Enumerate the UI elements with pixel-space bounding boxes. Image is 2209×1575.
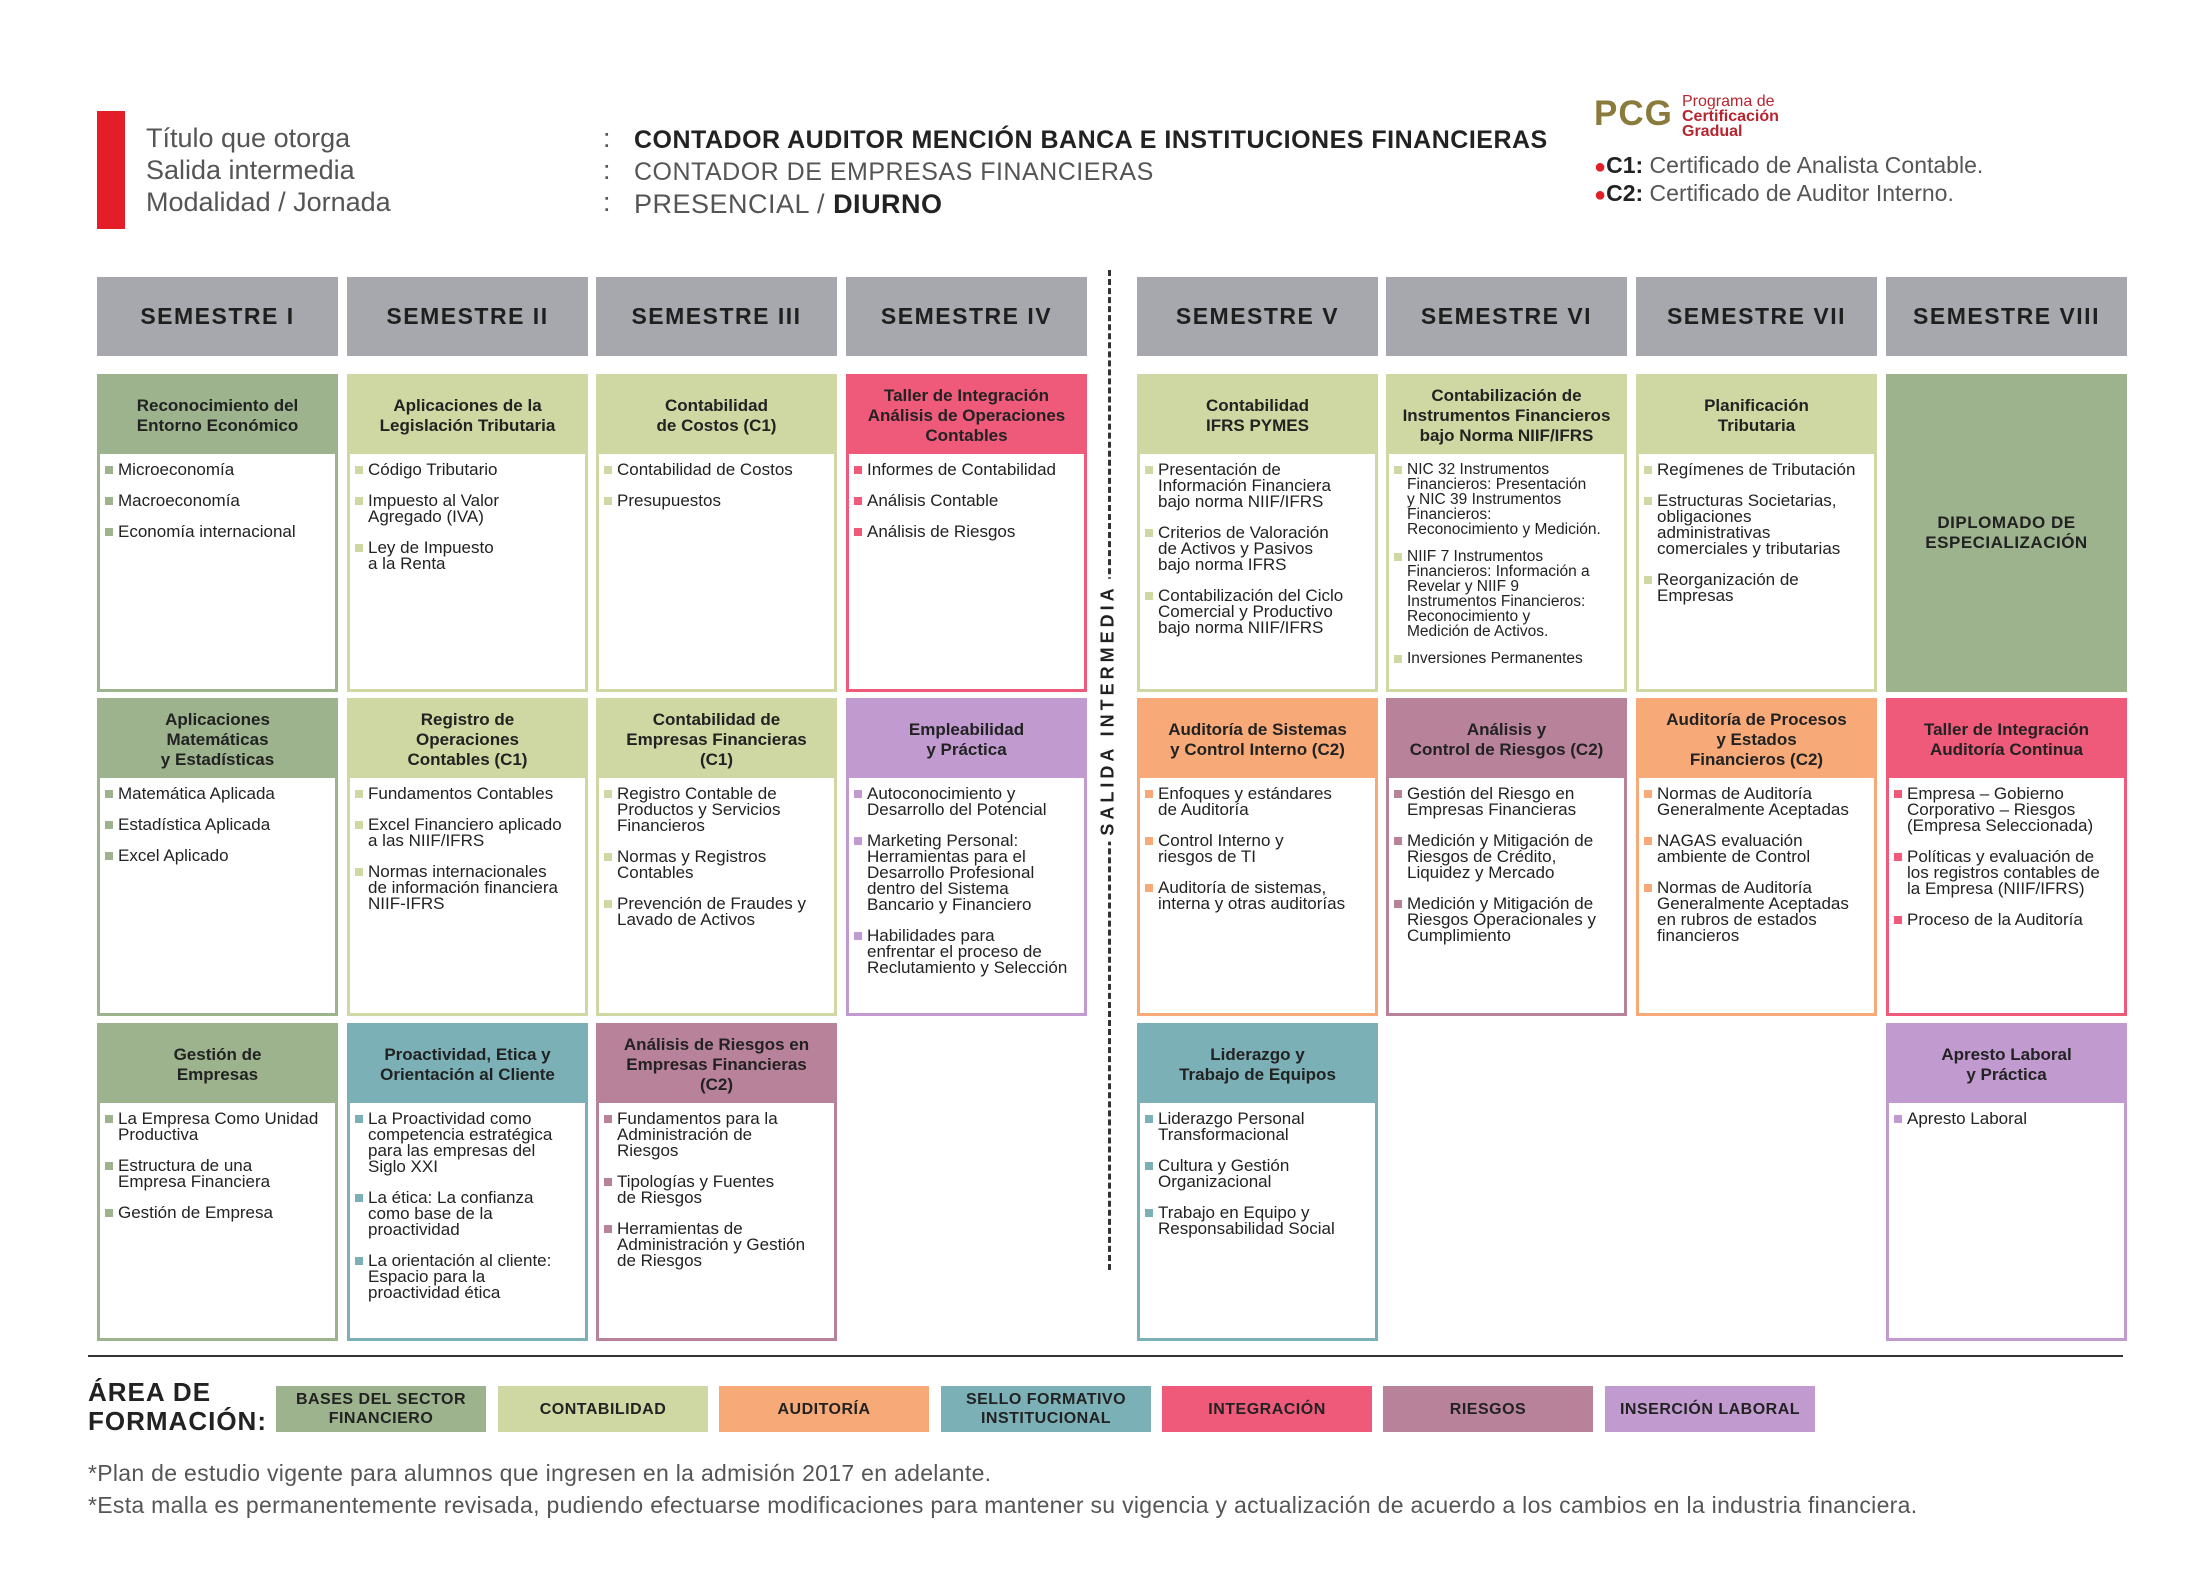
course-card [1137, 374, 1378, 692]
course-topic [105, 848, 329, 864]
course-topic [1394, 896, 1618, 944]
course-card [596, 374, 837, 692]
course-topic [1644, 462, 1868, 478]
course-topic [1644, 880, 1868, 944]
course-topic-text: Habilidades para enfrentar el proceso de Reclutamiento y Selección [867, 926, 1068, 977]
course-topic-text: Enfoques y estándares de Auditoría [1158, 784, 1332, 819]
colon: : [603, 123, 611, 153]
course-topics [100, 462, 335, 540]
course-card [1137, 698, 1378, 1016]
course-topic [604, 1111, 828, 1159]
course-topic-text: Código Tributario [368, 460, 498, 479]
course-topic-text: La Empresa Como Unidad Productiva [118, 1109, 319, 1144]
course-card [1386, 698, 1627, 1016]
course-topics [350, 786, 585, 912]
course-card [347, 1023, 588, 1341]
colon: : [603, 187, 611, 217]
semester-header: SEMESTRE I [97, 277, 338, 356]
semester-header: SEMESTRE III [596, 277, 837, 356]
course-card [97, 1023, 338, 1341]
course-topic-text: Impuesto al Valor Agregado (IVA) [368, 491, 500, 526]
course-title: Reconocimiento del Entorno Económico [100, 377, 335, 454]
semester-header: SEMESTRE VIII [1886, 277, 2127, 356]
course-title: Registro de Operaciones Contables (C1) [350, 701, 585, 778]
course-topic [1894, 1111, 2118, 1127]
course-topic-text: Informes de Contabilidad [867, 460, 1057, 479]
value-titulo: CONTADOR AUDITOR MENCIÓN BANCA E INSTITUCIONES FINANCIERAS [634, 126, 1548, 154]
course-topic-text: Microeconomía [118, 460, 235, 479]
course-topic-text: Herramientas de Administración y Gestión de Riesgos [617, 1219, 806, 1270]
course-topic-text: Presupuestos [617, 491, 721, 510]
course-topic [1145, 1111, 1369, 1143]
header-accent-bar [97, 111, 125, 229]
course-topic [1145, 462, 1369, 510]
course-card [1636, 698, 1877, 1016]
course-topic-text: Medición y Mitigación de Riesgos de Crédito, Liquidez y Mercado [1407, 831, 1594, 882]
course-topic-text: NIC 32 Instrumentos Financieros: Presentación y NIC 39 Instrumentos Financieros: Reconocimiento y Medición. [1407, 461, 1601, 538]
legend-item: AUDITORÍA [719, 1386, 929, 1432]
course-topic [604, 462, 828, 478]
course-topic [1145, 786, 1369, 818]
course-card [596, 1023, 837, 1341]
course-title: Análisis y Control de Riesgos (C2) [1389, 701, 1624, 778]
course-topic-text: Estructura de una Empresa Financiera [118, 1156, 271, 1191]
course-topic [355, 1111, 579, 1175]
course-topic-text: Macroeconomía [118, 491, 240, 510]
course-topic [1145, 833, 1369, 865]
course-topic [854, 462, 1078, 478]
course-card [347, 698, 588, 1016]
course-topic [105, 1205, 329, 1221]
semester-header: SEMESTRE V [1137, 277, 1378, 356]
footnote: *Plan de estudio vigente para alumnos que ingresen en la admisión 2017 en adelante. [88, 1460, 992, 1486]
course-topics [1639, 786, 1874, 944]
course-topic-text: Excel Aplicado [118, 846, 229, 865]
course-topic [105, 1158, 329, 1190]
course-topic-text: Ley de Impuesto a la Renta [368, 538, 494, 573]
course-topic-text: Medición y Mitigación de Riesgos Operacionales y Cumplimiento [1407, 894, 1596, 945]
semester-header: SEMESTRE II [347, 277, 588, 356]
course-topic-text: Liderazgo Personal Transformacional [1158, 1109, 1305, 1144]
value-salida: CONTADOR DE EMPRESAS FINANCIERAS [634, 158, 1154, 186]
pcg-subtitle: Programa de Certificación Gradual [1682, 93, 1779, 140]
course-topic-text: Reorganización de Empresas [1657, 570, 1799, 605]
course-card [1137, 1023, 1378, 1341]
course-topic [355, 1190, 579, 1238]
course-title: Auditoría de Sistemas y Control Interno (C2) [1140, 701, 1375, 778]
course-topics [1889, 786, 2124, 928]
course-title: Aplicaciones Matemáticas y Estadísticas [100, 701, 335, 778]
course-topic [355, 1253, 579, 1301]
course-topic [1894, 849, 2118, 897]
course-title: Contabilidad de Costos (C1) [599, 377, 834, 454]
course-topic-text: Gestión de Empresa [118, 1203, 273, 1222]
course-topic [604, 786, 828, 834]
course-topic [1145, 1158, 1369, 1190]
course-topic-text: Normas y Registros Contables [617, 847, 767, 882]
footnote: *Esta malla es permanentemente revisada, pudiendo efectuarse modificaciones para mantener su vigencia y actualización de acuerdo a los cambios en la industria financiera. [88, 1492, 1918, 1518]
course-topic [1394, 462, 1618, 537]
course-topic-text: Estadística Aplicada [118, 815, 271, 834]
course-topic [854, 786, 1078, 818]
course-topic-text: Marketing Personal: Herramientas para el Desarrollo Profesional dentro del Sistema Bancario y Financiero [867, 831, 1035, 914]
course-topic-text: Cultura y Gestión Organizacional [1158, 1156, 1290, 1191]
legend-item: CONTABILIDAD [498, 1386, 708, 1432]
course-card [846, 374, 1087, 692]
label-modalidad: Modalidad / Jornada [146, 187, 391, 217]
cert-c1: ●C1: Certificado de Analista Contable. [1594, 152, 1984, 178]
course-title: Apresto Laboral y Práctica [1889, 1026, 2124, 1103]
course-topic [105, 1111, 329, 1143]
course-topics [599, 462, 834, 509]
course-topic [854, 493, 1078, 509]
course-topics [1140, 786, 1375, 912]
course-topic [105, 817, 329, 833]
course-topic-text: Análisis Contable [867, 491, 999, 510]
course-title: Taller de Integración Auditoría Continua [1889, 701, 2124, 778]
course-topics [1389, 786, 1624, 944]
course-topic-text: Proceso de la Auditoría [1907, 910, 2083, 929]
legend-item: INSERCIÓN LABORAL [1605, 1386, 1815, 1432]
course-topic-text: La ética: La confianza como base de la proactividad [368, 1188, 534, 1239]
course-topic [604, 1174, 828, 1206]
course-topic-text: NIIF 7 Instrumentos Financieros: Información a Revelar y NIIF 9 Instrumentos Financieros: Reconocimiento y Medición de Activos. [1407, 548, 1590, 640]
course-topic [355, 817, 579, 849]
course-topic-text: Estructuras Societarias, obligaciones administrativas comerciales y tributarias [1657, 491, 1841, 558]
course-title: Auditoría de Procesos y Estados Financieros (C2) [1639, 701, 1874, 778]
course-topic [1394, 786, 1618, 818]
course-topic [604, 896, 828, 928]
course-topic [1145, 588, 1369, 636]
course-topics [100, 1111, 335, 1221]
course-topic-text: Excel Financiero aplicado a las NIIF/IFRS [368, 815, 562, 850]
semester-header: SEMESTRE IV [846, 277, 1087, 356]
course-topic-text: Fundamentos Contables [368, 784, 554, 803]
course-topics [1140, 462, 1375, 636]
course-topic [355, 462, 579, 478]
course-topic-text: Auditoría de sistemas, interna y otras auditorías [1158, 878, 1346, 913]
course-card [97, 698, 338, 1016]
course-title: Contabilización de Instrumentos Financieros bajo Norma NIIF/IFRS [1389, 377, 1624, 454]
course-card [1386, 374, 1627, 692]
course-topic-text: Autoconocimiento y Desarrollo del Potencial [867, 784, 1047, 819]
course-topic-text: Control Interno y riesgos de TI [1158, 831, 1284, 866]
legend-divider [88, 1355, 2123, 1357]
legend-label: ÁREA DE FORMACIÓN: [88, 1377, 267, 1436]
course-topic-text: Tipologías y Fuentes de Riesgos [617, 1172, 775, 1207]
course-title: Empleabilidad y Práctica [849, 701, 1084, 778]
course-topic-text: Inversiones Permanentes [1407, 650, 1583, 667]
course-topic-text: Políticas y evaluación de los registros contables de la Empresa (NIIF/IFRS) [1907, 847, 2100, 898]
course-topic-text: Trabajo en Equipo y Responsabilidad Social [1158, 1203, 1335, 1238]
course-topic-text: Apresto Laboral [1907, 1109, 2028, 1128]
course-topic-text: La Proactividad como competencia estratégica para las empresas del Siglo XXI [368, 1109, 553, 1176]
legend-item: INTEGRACIÓN [1162, 1386, 1372, 1432]
course-topic-text: Matemática Aplicada [118, 784, 275, 803]
course-topic-text: Normas de Auditoría Generalmente Aceptadas [1657, 784, 1849, 819]
course-topic [1644, 572, 1868, 604]
course-topics [350, 462, 585, 572]
course-topic [604, 1221, 828, 1269]
course-topics [599, 786, 834, 928]
course-topic [1394, 833, 1618, 881]
course-topic-text: Contabilidad de Costos [617, 460, 793, 479]
course-card [846, 698, 1087, 1016]
course-topic [355, 540, 579, 572]
course-topic [854, 833, 1078, 913]
course-topic [1145, 880, 1369, 912]
course-topics [1140, 1111, 1375, 1237]
course-topic-text: NAGAS evaluación ambiente de Control [1657, 831, 1811, 866]
course-card [347, 374, 588, 692]
course-topic [1145, 1205, 1369, 1237]
course-topic-text: Contabilización del Ciclo Comercial y Productivo bajo norma NIIF/IFRS [1158, 586, 1344, 637]
salida-intermedia-label: SALIDA INTERMEDIA [1078, 560, 1138, 860]
course-topics [849, 462, 1084, 540]
course-topic [854, 928, 1078, 976]
course-topic [105, 786, 329, 802]
course-topic [105, 524, 329, 540]
course-title: Taller de Integración Análisis de Operaciones Contables [849, 377, 1084, 454]
course-topic-text: Gestión del Riesgo en Empresas Financieras [1407, 784, 1577, 819]
course-topic [1644, 493, 1868, 557]
course-topic-text: Empresa – Gobierno Corporativo – Riesgos (Empresa Seleccionada) [1907, 784, 2094, 835]
colon: : [603, 155, 611, 185]
course-card [97, 374, 338, 692]
course-topic [604, 849, 828, 881]
semester-header: SEMESTRE VII [1636, 277, 1877, 356]
course-title: Contabilidad IFRS PYMES [1140, 377, 1375, 454]
course-topic [1145, 525, 1369, 573]
course-topic-text: Registro Contable de Productos y Servicios Financieros [617, 784, 781, 835]
course-topics [849, 786, 1084, 976]
pcg-logo: PCG [1594, 94, 1673, 133]
course-topic [1644, 786, 1868, 818]
course-title: Gestión de Empresas [100, 1026, 335, 1103]
course-topic-text: Regímenes de Tributación [1657, 460, 1856, 479]
course-topic [1644, 833, 1868, 865]
course-topic [1394, 549, 1618, 639]
course-topics [1889, 1111, 2124, 1127]
course-topic-text: La orientación al cliente: Espacio para la proactividad ética [368, 1251, 552, 1302]
course-topics [100, 786, 335, 864]
value-modalidad: PRESENCIAL / DIURNO [634, 189, 943, 219]
course-topic-text: Análisis de Riesgos [867, 522, 1016, 541]
course-topic-text: Normas internacionales de información financiera NIIF-IFRS [368, 862, 558, 913]
course-topic [854, 524, 1078, 540]
course-card [1886, 698, 2127, 1016]
course-topics [599, 1111, 834, 1269]
legend-item: BASES DEL SECTOR FINANCIERO [276, 1386, 486, 1432]
course-topic [105, 493, 329, 509]
course-card [1886, 1023, 2127, 1341]
cert-c2: ●C2: Certificado de Auditor Interno. [1594, 180, 1954, 206]
course-title: Planificación Tributaria [1639, 377, 1874, 454]
course-topic [1894, 912, 2118, 928]
course-topics [350, 1111, 585, 1301]
course-topic-text: Fundamentos para la Administración de Riesgos [617, 1109, 778, 1160]
course-card [596, 698, 837, 1016]
course-title: Liderazgo y Trabajo de Equipos [1140, 1026, 1375, 1103]
course-title: Contabilidad de Empresas Financieras (C1) [599, 701, 834, 778]
course-title: Proactividad, Etica y Orientación al Cliente [350, 1026, 585, 1103]
course-topic-text: Normas de Auditoría Generalmente Aceptadas en rubros de estados financieros [1657, 878, 1849, 945]
course-topics [1639, 462, 1874, 604]
course-topic [604, 493, 828, 509]
course-topic [355, 864, 579, 912]
legend-item: SELLO FORMATIVO INSTITUCIONAL [941, 1386, 1151, 1432]
course-topic [355, 493, 579, 525]
course-topic-text: Presentación de Información Financiera bajo norma NIIF/IFRS [1158, 460, 1331, 511]
course-topic [1894, 786, 2118, 834]
course-topic [105, 462, 329, 478]
course-title: Análisis de Riesgos en Empresas Financieras (C2) [599, 1026, 834, 1103]
course-topic [1394, 651, 1618, 666]
course-topic-text: Prevención de Fraudes y Lavado de Activos [617, 894, 806, 929]
course-topics [1389, 462, 1624, 666]
course-card [1636, 374, 1877, 692]
label-titulo: Título que otorga [146, 123, 351, 153]
course-topic [355, 786, 579, 802]
diplomado-card: DIPLOMADO DE ESPECIALIZACIÓN [1886, 374, 2127, 692]
course-topic-text: Economía internacional [118, 522, 296, 541]
course-title: Aplicaciones de la Legislación Tributaria [350, 377, 585, 454]
label-salida: Salida intermedia [146, 155, 355, 185]
legend-item: RIESGOS [1383, 1386, 1593, 1432]
course-topic-text: Criterios de Valoración de Activos y Pasivos bajo norma IFRS [1158, 523, 1329, 574]
semester-header: SEMESTRE VI [1386, 277, 1627, 356]
